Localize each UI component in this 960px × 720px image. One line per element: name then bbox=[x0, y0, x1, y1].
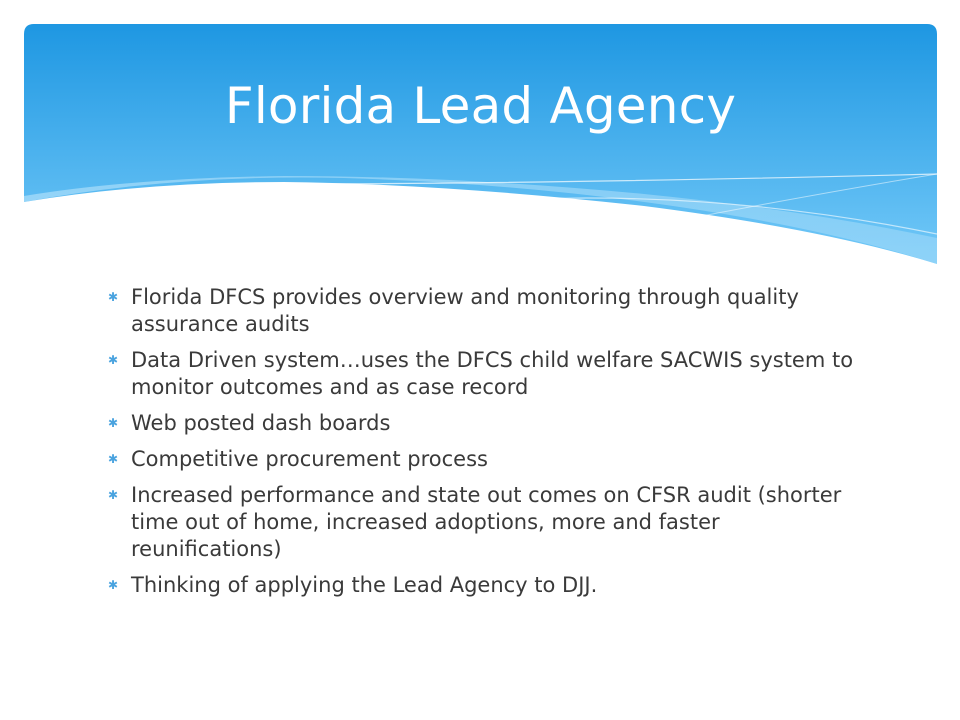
bullet-item bbox=[108, 284, 868, 338]
slide-title: Florida Lead Agency bbox=[224, 77, 737, 135]
bullet-text: Web posted dash boards bbox=[131, 411, 391, 435]
bullet-text: Thinking of applying the Lead Agency to DJJ. bbox=[131, 573, 598, 597]
bullet-item bbox=[108, 446, 868, 473]
bullet-item bbox=[108, 347, 868, 401]
title-banner-wave bbox=[24, 24, 937, 264]
asterisk-bullet-icon: ✱ bbox=[108, 290, 119, 304]
bullet-list bbox=[108, 284, 868, 608]
asterisk-bullet-icon: ✱ bbox=[108, 578, 119, 592]
bullet-text: Competitive procurement process bbox=[131, 447, 488, 471]
asterisk-bullet-icon: ✱ bbox=[108, 353, 119, 367]
bullet-item bbox=[108, 572, 868, 599]
bullet-text: Increased performance and state out comes on CFSR audit (shorter time out of home, increased adoptions, more and faster reunifications) bbox=[131, 483, 842, 561]
bullet-text: Florida DFCS provides overview and monitoring through quality assurance audits bbox=[131, 285, 799, 336]
asterisk-bullet-icon: ✱ bbox=[108, 452, 119, 466]
asterisk-bullet-icon: ✱ bbox=[108, 488, 119, 502]
bullet-item bbox=[108, 482, 868, 563]
bullet-text: Data Driven system…uses the DFCS child welfare SACWIS system to monitor outcomes and as case record bbox=[131, 348, 854, 399]
title-banner bbox=[24, 24, 937, 264]
asterisk-bullet-icon: ✱ bbox=[108, 416, 119, 430]
bullet-item bbox=[108, 410, 868, 437]
